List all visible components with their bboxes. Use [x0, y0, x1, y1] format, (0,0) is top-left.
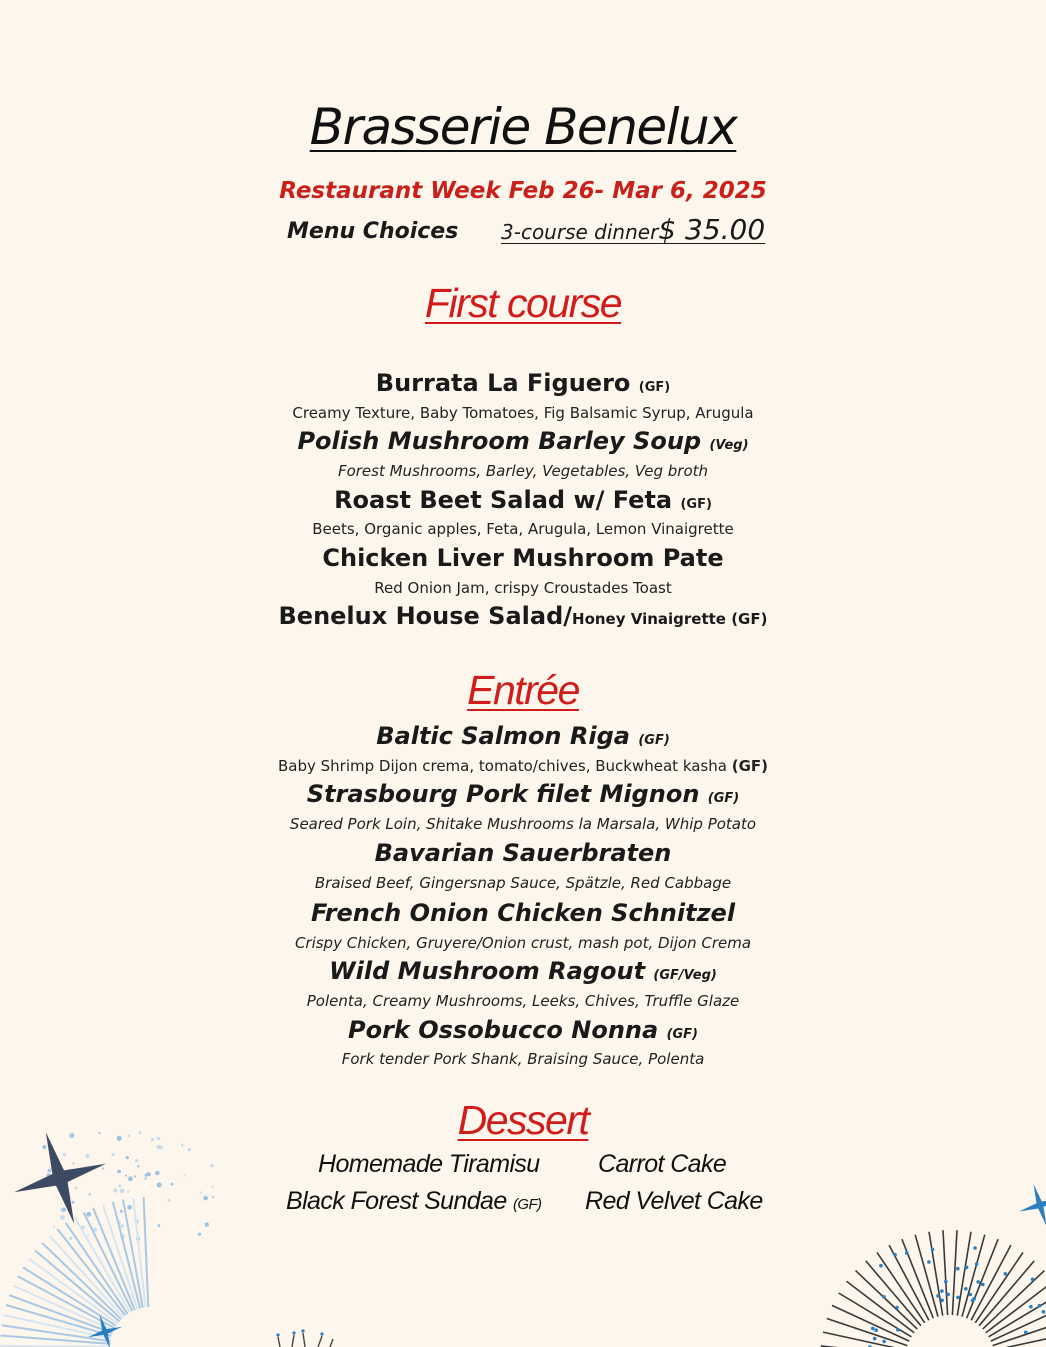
firework-dot	[85, 1154, 89, 1158]
firework-ray	[50, 1236, 124, 1318]
dish-name: Burrata La Figuero	[375, 369, 631, 397]
dish-tag: (GF)	[666, 1027, 698, 1042]
firework-dot	[155, 1171, 159, 1175]
firework-dot	[135, 1159, 138, 1162]
firework-bottom-center	[270, 1325, 350, 1347]
dish-tag: (GF)	[513, 1196, 542, 1213]
first-course-item-desc: Beets, Organic apples, Feta, Arugula, Lemon Vinaigrette	[312, 520, 734, 538]
firework-decoration-left	[0, 1120, 280, 1347]
entree-item-name	[0, 957, 1046, 985]
firework-ray	[993, 1319, 1046, 1346]
firework-dot	[946, 1293, 950, 1297]
firework-dot	[120, 1189, 125, 1194]
firework-dot	[75, 1187, 78, 1190]
entree-item-desc: Fork tender Pork Shank, Braising Sauce, Polenta	[341, 1050, 705, 1068]
first-course-item-name	[0, 544, 1046, 572]
dessert-item	[286, 1187, 541, 1216]
firework-dot	[981, 1283, 985, 1287]
dish-name: Wild Mushroom Ragout	[329, 957, 646, 985]
firework-dot	[1031, 1278, 1035, 1282]
dish-tag: (GF)	[638, 380, 671, 395]
firework-dot	[905, 1251, 909, 1255]
firework-dot	[60, 1215, 65, 1220]
dish-tag: (GF/Veg)	[653, 968, 717, 983]
firework-dot	[128, 1176, 133, 1181]
dish-tag: (Veg)	[709, 438, 749, 453]
firework-dot	[956, 1267, 960, 1271]
entree-item-name	[0, 780, 1046, 808]
firework-dot	[210, 1164, 213, 1167]
firework-dot	[119, 1185, 121, 1187]
firework-dot	[168, 1199, 171, 1202]
dish-name: Bavarian Sauerbraten	[374, 839, 672, 867]
firework-dot	[134, 1175, 136, 1177]
firework-dot	[927, 1260, 931, 1264]
firework-dot	[871, 1327, 875, 1331]
firework-dot	[86, 1212, 91, 1217]
firework-dot	[1029, 1305, 1033, 1309]
menu-choices-label: Menu Choices	[287, 219, 459, 244]
dessert-name: Black Forest Sundae	[286, 1187, 507, 1215]
firework-decoration-right	[800, 1170, 1046, 1347]
firework-dot	[117, 1170, 121, 1174]
firework-dot	[976, 1280, 980, 1284]
firework-dot	[873, 1337, 877, 1341]
firework-dot	[940, 1299, 944, 1303]
firework-dot	[157, 1145, 161, 1149]
firework-dot	[113, 1188, 117, 1192]
dish-desc-text: Baby Shrimp Dijon crema, tomato/chives, Buckwheat kasha	[277, 757, 727, 775]
firework-dot	[157, 1182, 162, 1187]
first-course-item-name	[0, 486, 1046, 514]
firework-dot	[1042, 1310, 1046, 1314]
firework-dot	[212, 1186, 214, 1188]
firework-dot	[200, 1191, 202, 1193]
firework-dot	[975, 1262, 979, 1266]
firework-dot	[137, 1165, 139, 1167]
entree-item-name	[0, 839, 1046, 867]
firework-ray	[975, 1252, 1023, 1322]
firework-dot	[102, 1167, 104, 1169]
firework-dot	[971, 1299, 975, 1303]
firework-ray	[952, 1230, 957, 1315]
firework-dot	[973, 1246, 977, 1250]
firework-dot	[944, 1280, 948, 1284]
dish-name: Polish Mushroom Barley Soup	[297, 427, 702, 455]
firework-dot	[936, 1294, 940, 1298]
firework-dot	[170, 1183, 173, 1186]
entree-item-name	[0, 899, 1046, 927]
dessert-item	[585, 1187, 763, 1216]
firework-dot	[203, 1196, 208, 1201]
firework-dot	[882, 1340, 886, 1344]
firework-dot	[874, 1328, 878, 1332]
firework-ray	[929, 1232, 943, 1316]
firework-ray	[6, 1305, 112, 1336]
firework-dot	[62, 1208, 66, 1212]
firework-ray	[915, 1235, 938, 1317]
entree-item-desc: Polenta, Creamy Mushrooms, Leeks, Chives, Truffle Glaze	[306, 992, 740, 1010]
firework-ray	[957, 1232, 971, 1316]
firework-dot	[893, 1253, 897, 1257]
firework-dot	[964, 1287, 968, 1291]
firework-dot	[183, 1174, 185, 1176]
dish-desc-tag: (GF)	[731, 757, 769, 775]
firework-dot	[969, 1293, 973, 1297]
firework-dot	[42, 1145, 46, 1149]
firework-ray	[42, 1243, 121, 1319]
first-course-heading: First course	[424, 280, 622, 326]
firework-dot	[956, 1296, 960, 1300]
star-icon	[1019, 1184, 1046, 1226]
entree-item-name	[0, 1016, 1046, 1044]
first-course-item-name	[0, 427, 1046, 455]
firework-dot	[120, 1210, 123, 1213]
dish-inline-tail: Honey Vinaigrette (GF)	[572, 610, 768, 628]
price: $ 35.00	[658, 213, 766, 246]
dish-tag: (GF)	[638, 733, 670, 748]
firework-dot	[882, 1295, 886, 1299]
firework-ray	[962, 1235, 985, 1317]
first-course-item-name	[0, 369, 1046, 397]
firework-dot	[73, 1162, 75, 1164]
firework-dot	[125, 1175, 127, 1177]
first-course-item-desc: Creamy Texture, Baby Tomatoes, Fig Balsamic Syrup, Arugula	[292, 404, 754, 422]
firework-dot	[69, 1237, 72, 1240]
firework-dot	[120, 1224, 124, 1228]
first-course-item-desc: Red Onion Jam, crispy Croustades Toast	[374, 579, 672, 597]
dish-name: Pork Ossobucco Nonna	[348, 1016, 659, 1044]
restaurant-name: Brasserie Benelux	[309, 98, 737, 156]
firework-dot	[127, 1205, 132, 1210]
firework-dot	[188, 1148, 191, 1151]
firework-dot	[1038, 1304, 1042, 1308]
first-course-item-name	[0, 602, 1046, 630]
firework-dot	[212, 1196, 215, 1199]
firework-dot	[72, 1201, 75, 1204]
entree-item-desc: Seared Pork Loin, Shitake Mushrooms la Marsala, Whip Potato	[289, 815, 757, 833]
firework-dot	[158, 1224, 161, 1227]
firework-dot	[1024, 1331, 1028, 1335]
firework-dot	[63, 1153, 66, 1156]
firework-dot	[198, 1233, 201, 1236]
dessert-name: Tiramisu	[448, 1150, 540, 1178]
firework-dot	[940, 1289, 944, 1293]
dish-name: Benelux House Salad/	[278, 602, 573, 630]
entree-item-desc: Crispy Chicken, Gruyere/Onion crust, mash pot, Dijon Crema	[294, 934, 752, 952]
firework-dot	[53, 1226, 55, 1228]
firework-ray	[943, 1230, 948, 1315]
dish-name: Strasbourg Pork filet Mignon	[306, 780, 700, 808]
firework-ray	[994, 1332, 1046, 1347]
dessert-heading: Dessert	[457, 1097, 589, 1143]
entree-item-desc: Braised Beef, Gingersnap Sauce, Spätzle, Red Cabbage	[314, 874, 732, 892]
event-subtitle: Restaurant Week Feb 26- Mar 6, 2025	[279, 178, 767, 204]
dish-name: French Onion Chicken Schnitzel	[310, 899, 736, 927]
dish-name: Roast Beet Salad w/ Feta	[334, 486, 673, 514]
firework-dot	[1004, 1272, 1008, 1276]
dessert-item	[318, 1150, 540, 1179]
entree-heading: Entrée	[467, 667, 579, 713]
firework-dot	[965, 1266, 969, 1270]
firework-dot	[205, 1222, 209, 1226]
price-line	[501, 213, 765, 246]
firework-dot	[879, 1264, 883, 1268]
firework-dot	[181, 1144, 184, 1147]
firework-dot	[931, 1248, 935, 1252]
menu-choices-row	[0, 213, 1046, 253]
dessert-name: Red Velvet Cake	[585, 1187, 763, 1215]
star-icon	[14, 1132, 106, 1224]
dish-tag: (GF)	[707, 791, 740, 806]
dessert-item	[598, 1150, 726, 1179]
entree-item-desc	[0, 757, 1046, 775]
dish-name: Chicken Liver Mushroom Pate	[322, 544, 724, 572]
first-course-item-desc: Forest Mushrooms, Barley, Vegetables, Veg broth	[337, 462, 709, 480]
firework-dot	[48, 1169, 51, 1172]
dessert-prefix: Homemade	[318, 1150, 443, 1178]
course-description: 3-course dinner	[501, 220, 659, 244]
firework-dot	[87, 1234, 89, 1236]
firework-dot	[127, 1191, 129, 1193]
entree-item-name	[0, 722, 1046, 750]
firework-dot	[144, 1177, 146, 1179]
dish-tag: (GF)	[680, 497, 712, 512]
dessert-name: Carrot Cake	[598, 1150, 727, 1178]
firework-dot	[126, 1156, 129, 1159]
firework-dot	[895, 1306, 899, 1310]
firework-dot	[111, 1153, 114, 1156]
dish-name: Baltic Salmon Riga	[376, 722, 630, 750]
firework-ray	[877, 1252, 925, 1322]
firework-dot	[89, 1193, 91, 1195]
firework-dot	[146, 1172, 150, 1176]
firework-dot	[896, 1328, 900, 1332]
